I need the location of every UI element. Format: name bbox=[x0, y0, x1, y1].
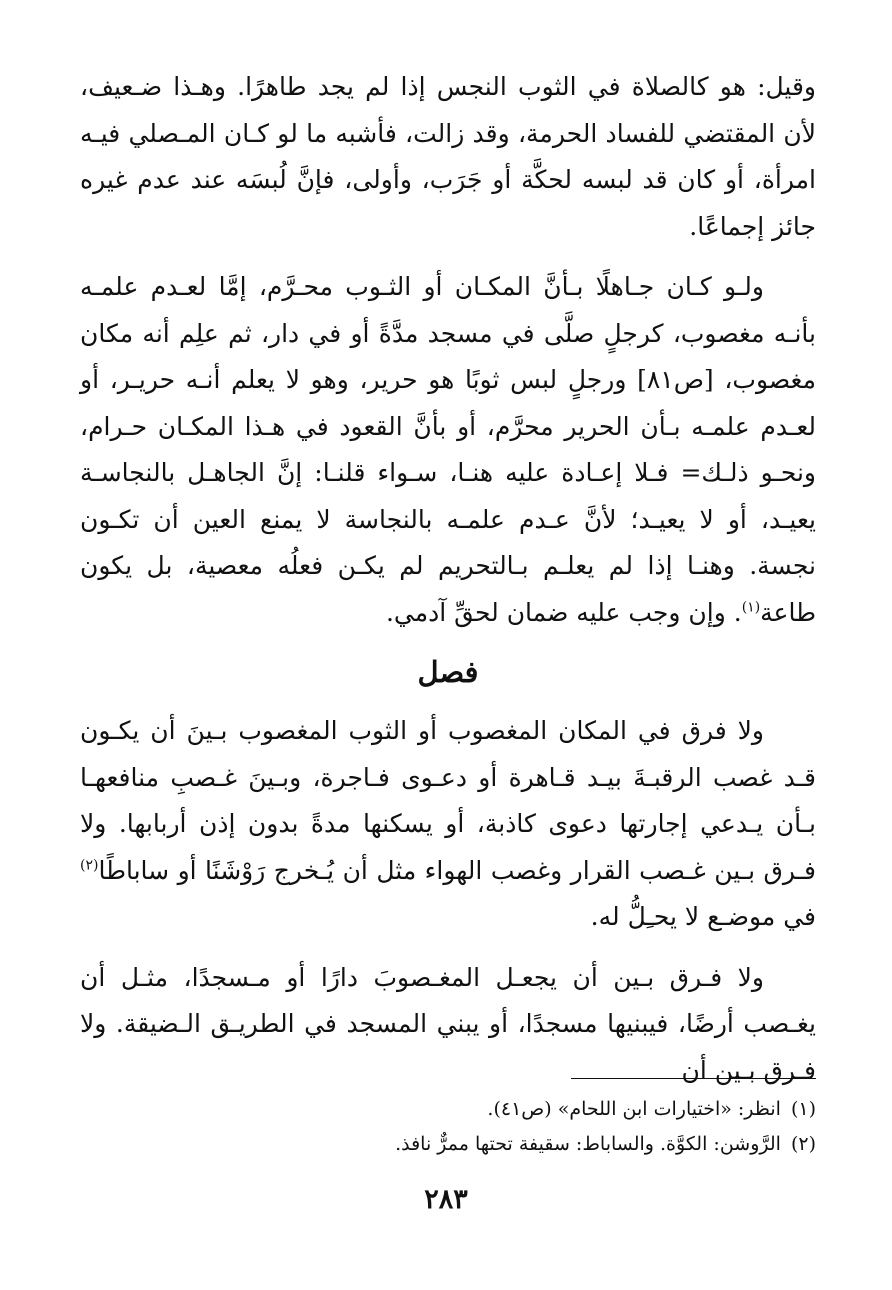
footnote-ref-1[interactable]: (١) bbox=[741, 599, 761, 616]
footnote-separator bbox=[571, 1078, 816, 1079]
footnote-1 bbox=[80, 1092, 816, 1127]
paragraph-2 bbox=[80, 264, 816, 636]
section-heading: فصل bbox=[417, 655, 479, 689]
page-body bbox=[80, 64, 816, 1094]
footnote-2-number: (٢) bbox=[790, 1133, 816, 1155]
footnote-2-text: الرَّوشن: الكوَّة. والساباط: سقيفة تحتها ممرٌّ نافذ. bbox=[395, 1133, 781, 1155]
footnote-ref-2[interactable]: (٢) bbox=[80, 857, 99, 874]
paragraph-3 bbox=[80, 708, 816, 941]
paragraph-1: وقيل: هو كالصلاة في الثوب النجس إذا لم يجد طاهرًا. وهـذا ضـعيف، لأن المقتضي للفساد الحرمة، وقد زالت، فأشبه ما لو كـان المـصلي فيـه امرأة، أو كان قد لبسه لحكَّة أو جَرَب، وأولى، فإنَّ لُبسَه عند عدم غيره جائز إجماعًا. bbox=[80, 72, 816, 241]
footnote-1-text: انظر: «اختيارات ابن اللحام» (ص٤١). bbox=[487, 1098, 781, 1120]
paragraph-4: ولا فـرق بـين أن يجعـل المغـصوبَ دارًا أو مـسجدًا، مثـل أن يغـصب أرضًا، فيبنيها مسجدًا، أو يبني المسجد في الطريـق الـضيقة. ولا فـرق بـين أن bbox=[80, 962, 816, 1085]
footnotes bbox=[80, 1092, 816, 1162]
footnote-2 bbox=[80, 1127, 816, 1162]
paragraph-2-text: ولـو كـان جـاهلًا بـأنَّ المكـان أو الثـوب محـرَّم، إمَّا لعـدم علمـه بأنـه مغصوب، كرجلٍ صلَّى في مسجد مدَّةً أو في دار، ثم علِم أنه مكان مغصوب، [ص٨١] ورجلٍ لبس ثوبًا هو حرير، وهو لا يعلم أنـه حريـر، أو لعـدم علمـه بـأن الحرير محرَّم، أو بأنَّ القعود في هـذا المكـان حـرام، ونحـو ذلـك= فـلا إعـادة عليه هنـا، سـواء قلنـا: إنَّ الجاهـل بالنجاسـة يعيـد، أو لا يعيـد؛ لأنَّ عـدم علمـه بالنجاسة لا يمنع العين أن تكـون نجسة. وهنـا إذا لم يعلـم بـالتحريم لم يكـن فعلُه معصية، بل يكون طاعة bbox=[80, 272, 816, 627]
page-number: ٢٨٣ bbox=[424, 1184, 468, 1215]
footnote-1-number: (١) bbox=[790, 1098, 816, 1120]
paragraph-3-text: ولا فرق في المكان المغصوب أو الثوب المغصوب بـينَ أن يكـون قـد غصب الرقبـةَ بيـد قـاهرة أو دعـوى فـاجرة، وبـينَ غـصبِ منافعهـا بـأن يـدعي إجارتها دعوى كاذبة، أو يسكنها مدةً بدون إذن أربابها. ولا فـرق بـين غـصب القرار وغصب الهواء مثل أن يُـخرج رَوْشَنًا أو ساباطًا bbox=[80, 716, 817, 885]
paragraph-2-tail: . وإن وجب عليه ضمان لحقِّ آدمي. bbox=[385, 597, 742, 627]
paragraph-3-tail: في موضـع لا يحـِلُّ له. bbox=[590, 902, 816, 931]
